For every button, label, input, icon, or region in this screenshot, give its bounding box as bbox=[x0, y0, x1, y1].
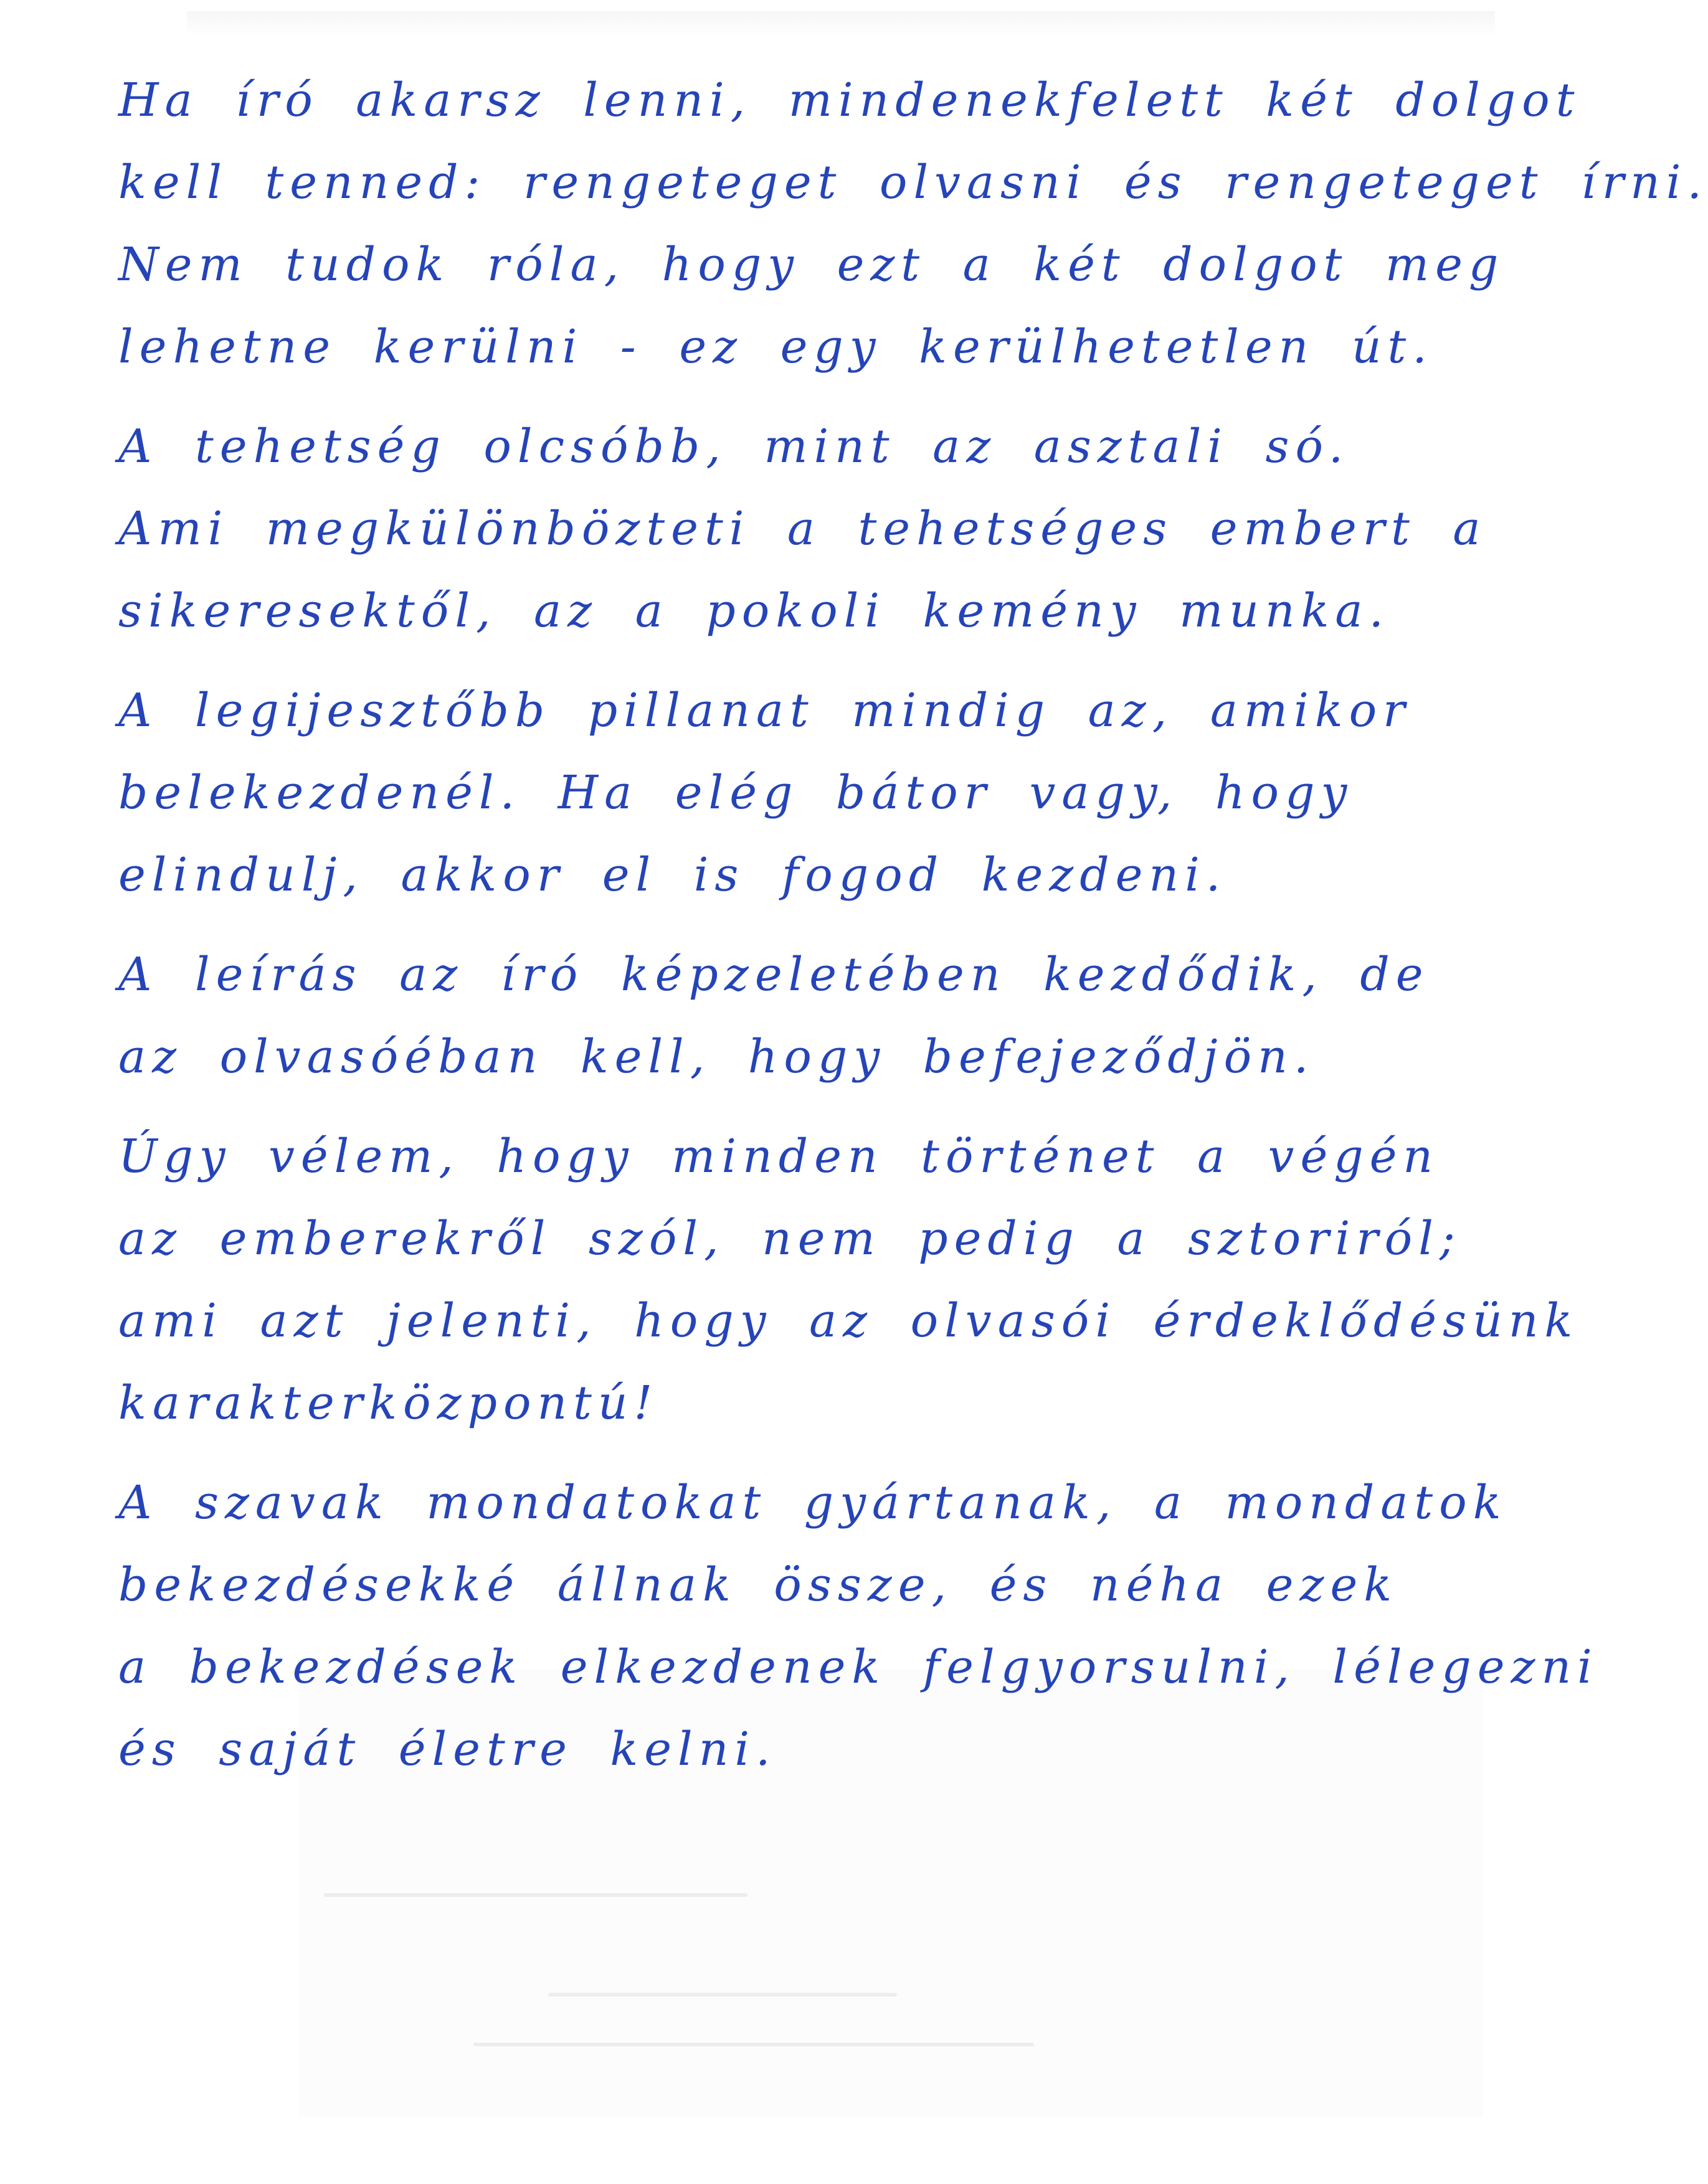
paragraph-4 bbox=[118, 934, 1445, 1098]
text-line: Nem tudok róla, hogy ezt a két dolgot meg bbox=[118, 238, 1505, 291]
bleed-through-stroke bbox=[548, 1993, 897, 1997]
text-line: A legijesztőbb pillanat mindig az, amikor bbox=[118, 684, 1411, 737]
paragraph-1 bbox=[118, 59, 1708, 388]
bleed-through-stroke bbox=[324, 1893, 747, 1897]
text-line: Úgy vélem, hogy minden történet a végén bbox=[118, 1130, 1440, 1183]
paragraph-3 bbox=[118, 669, 1445, 916]
text-line: A leírás az író képzeletében kezdődik, de bbox=[118, 948, 1430, 1001]
text-line: lehetne kerülni - ez egy kerülhetetlen út. bbox=[118, 320, 1433, 374]
bleed-through-top bbox=[187, 11, 1495, 36]
text-line: elindulj, akkor el is fogod kezdeni. bbox=[118, 848, 1227, 902]
text-line: az olvasóéban kell, hogy befejeződjön. bbox=[118, 1030, 1315, 1084]
bleed-through-stroke bbox=[473, 2043, 1034, 2046]
paragraph-2 bbox=[118, 405, 1487, 652]
paragraph-6 bbox=[118, 1462, 1598, 1790]
text-line: Ami megkülönbözteti a tehetséges embert a bbox=[118, 502, 1487, 555]
text-line: és saját életre kelni. bbox=[118, 1723, 777, 1776]
text-line: belekezdenél. Ha elég bátor vagy, hogy bbox=[118, 766, 1354, 820]
text-line: A szavak mondatokat gyártanak, a mondatok bbox=[118, 1476, 1507, 1529]
text-line: Ha író akarsz lenni, mindenekfelett két dolgot bbox=[118, 73, 1581, 127]
text-line: a bekezdések elkezdenek felgyorsulni, lélegezni bbox=[118, 1640, 1598, 1694]
text-line: az emberekről szól, nem pedig a sztoriról; bbox=[118, 1212, 1461, 1265]
handwritten-text-block bbox=[118, 59, 1708, 1808]
text-line: ami azt jelenti, hogy az olvasói érdeklődésünk bbox=[118, 1294, 1579, 1348]
text-line: A tehetség olcsóbb, mint az asztali só. bbox=[118, 420, 1350, 473]
text-line: sikeresektől, az a pokoli kemény munka. bbox=[118, 584, 1390, 638]
paragraph-5 bbox=[118, 1115, 1579, 1444]
text-line: bekezdésekké állnak össze, és néha ezek bbox=[118, 1558, 1398, 1612]
text-line: karakterközpontú! bbox=[118, 1376, 659, 1430]
text-line: kell tenned: rengeteget olvasni és rengeteget írni. bbox=[118, 156, 1708, 209]
